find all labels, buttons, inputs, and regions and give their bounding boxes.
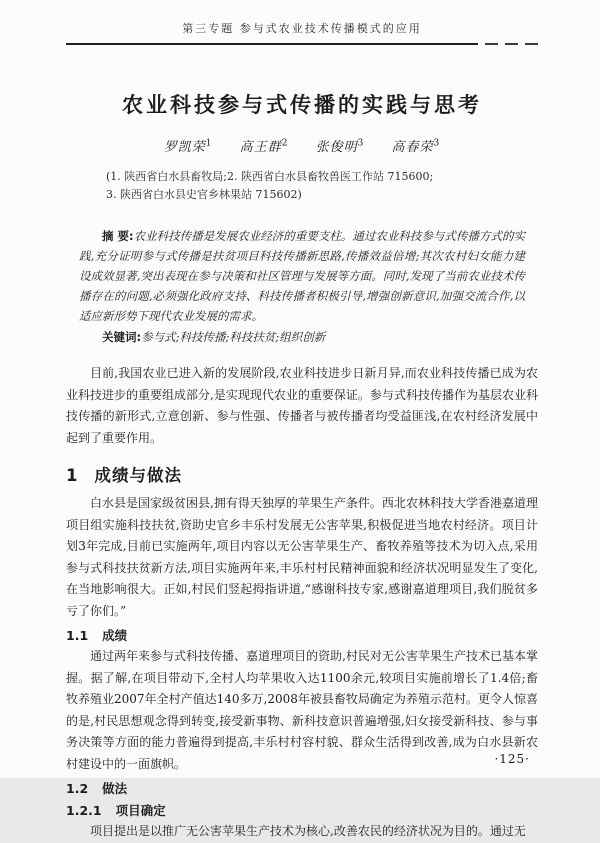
keywords-label: 关键词: <box>102 330 142 344</box>
section-number: 1 <box>66 466 79 485</box>
author-name: 高王群 <box>239 140 282 155</box>
affiliation-block <box>106 168 538 204</box>
abstract-paragraph <box>79 226 525 326</box>
author-name: 罗凯荣 <box>163 140 206 155</box>
author <box>391 140 440 155</box>
scan-artifact-dash <box>485 43 498 45</box>
abstract-text: 农业科技传播是发展农业经济的重要支柱。通过农业科技参与式传播方式的实践,充分证明参与式传播是扶贫项目科技传播新思路,传播效益倍增;其次农村妇女能力建设成效显著,突出表现在参与决策和社区管理与发展等方面。同时,发现了当前农业技术传播存在的问题,必须强化政府支持、科技传播者积极引导,增强创新意识,加强交流合作,以适应新形势下现代农业发展的需求。 <box>79 229 525 323</box>
section-heading-1 <box>66 462 538 486</box>
author <box>240 140 289 155</box>
scan-artifact-dash <box>525 43 538 45</box>
page-number: ·125· <box>494 752 530 766</box>
section-heading-1-1 <box>66 626 538 644</box>
section-number: 1.2.1 <box>66 803 102 818</box>
author-affil-mark: 3 <box>433 138 441 149</box>
intro-paragraph: 目前,我国农业已进入新的发展阶段,农业科技进步日新月异,而农业科技传播已成为农业科技进步的重要组成部分,是实现现代农业的重要保证。参与式科技传播作为基层农业科技传播的新形式,立意创新、参与性强、传播者与被传播者均受益匪浅,在农村经济发展中起到了重要作用。 <box>66 366 538 445</box>
section-heading-1-2 <box>66 779 538 797</box>
author-affil-mark: 3 <box>357 138 365 149</box>
author-line <box>66 136 538 155</box>
abstract-block <box>79 226 525 347</box>
author-name: 高春荣 <box>391 140 434 155</box>
author-affil-mark: 1 <box>205 138 213 149</box>
section-number: 1.1 <box>66 628 89 643</box>
article-title: 农业科技参与式传播的实践与思考 <box>122 93 482 117</box>
section-1-2-1-paragraph: 项目提出是以推广无公害苹果生产技术为核心,改善农民的经济状况为目的。通过无 <box>90 824 526 838</box>
section-title: 做法 <box>102 781 128 796</box>
section-number: 1.2 <box>66 781 89 796</box>
header-rule-line <box>66 43 478 45</box>
author-affil-mark: 2 <box>281 138 289 149</box>
section-title: 成绩与做法 <box>94 466 182 485</box>
section-1-paragraph: 白水县是国家级贫困县,拥有得天独厚的苹果生产条件。西北农林科技大学香港嘉道理项目组实施科技扶贫,资助史官乡丰乐村发展无公害苹果,积极促进当地农村经济。项目计划3年完成,目前已实施两年,项目内容以无公害苹果生产、畜牧养殖等技术为切入点,采用参与式科技扶贫新方法,项目实施两年来,丰乐村村民精神面貌和经济状况明显发生了变化,在当地影响很大。正如,村民们竖起拇指讲道,“感谢科技专家,感谢嘉道理项目,我们脱贫多亏了你们。” <box>66 496 538 618</box>
section-title: 项目确定 <box>115 803 166 818</box>
author <box>316 140 365 155</box>
abstract-label: 摘 要: <box>102 229 134 243</box>
author-name: 张俊明 <box>315 140 358 155</box>
affiliation-line: 3. 陕西省白水县史官乡林果站 715602) <box>106 188 302 201</box>
section-heading-1-2-1 <box>66 801 538 819</box>
scan-artifact-dash <box>505 43 518 45</box>
keywords-line <box>79 327 525 347</box>
keywords-text: 参与式;科技传播;科技扶贫;组织创新 <box>141 330 326 344</box>
affiliation-line: (1. 陕西省白水县畜牧局;2. 陕西省白水县畜牧兽医工作站 715600; <box>106 170 434 183</box>
section-title: 成绩 <box>102 628 128 643</box>
author <box>164 140 213 155</box>
header-rule <box>66 43 538 45</box>
running-header: 第三专题 参与式农业技术传播模式的应用 <box>182 22 422 35</box>
section-1-1-paragraph: 通过两年来参与式科技传播、嘉道理项目的资助,村民对无公害苹果生产技术已基本掌握。据了解,在项目带动下,全村人均苹果收入达1100余元,较项目实施前增长了1.4倍;畜牧养殖业2007年全村产值达140多万,2008年被县畜牧局确定为养殖示范村。更令人惊喜的是,村民思想观念得到转变,接受新事物、新科技意识普遍增强,妇女接受新科技、参与事务决策等方面的能力普遍得到提高,丰乐村村容村貌、群众生活得到改善,成为白水县新农村建设中的一面旗帜。 <box>66 649 538 771</box>
